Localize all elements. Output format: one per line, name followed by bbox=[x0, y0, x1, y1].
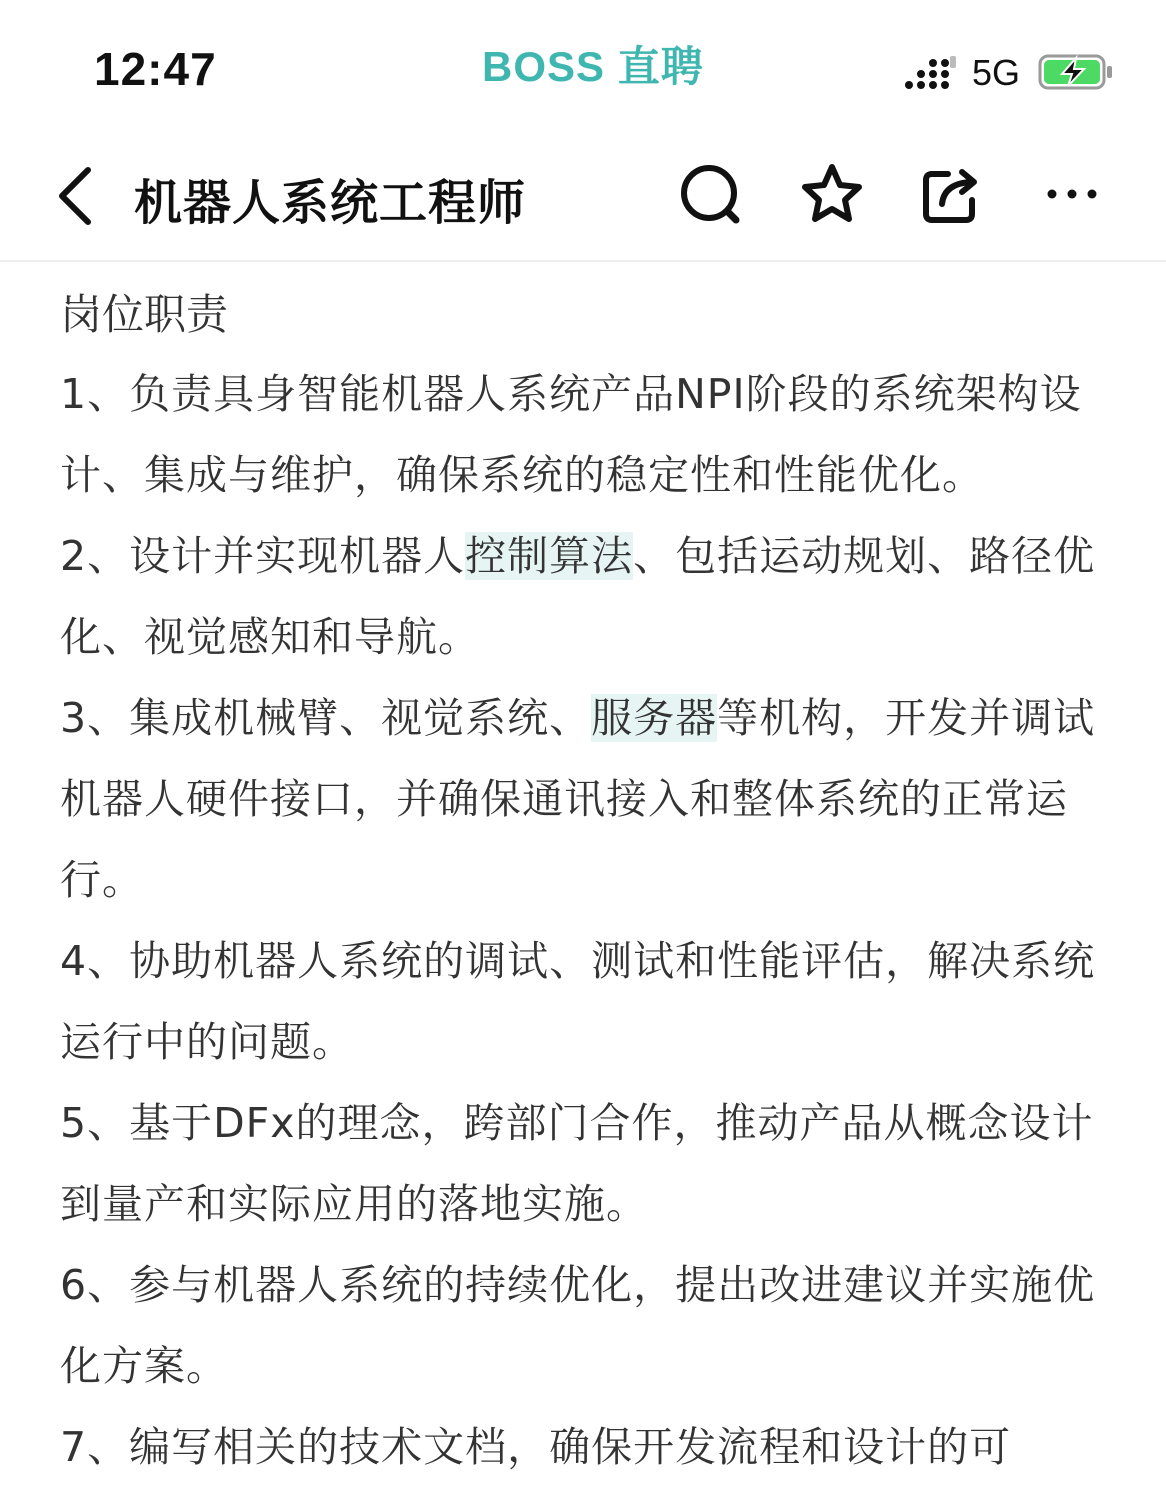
more-icon[interactable] bbox=[1040, 162, 1104, 226]
duty-text: 3、集成机械臂、视觉系统、 bbox=[60, 694, 592, 742]
duty-text: 等机构，开发并调试机器人硬件接口，并确保通讯接入和整体系统的正常运行。 bbox=[60, 694, 1096, 904]
page-title: 机器人系统工程师 bbox=[134, 175, 527, 231]
search-icon[interactable] bbox=[678, 162, 742, 226]
share-icon[interactable] bbox=[920, 162, 984, 226]
status-bar bbox=[0, 0, 1166, 130]
app-brand-title: BOSS 直聘 bbox=[482, 43, 704, 90]
job-description bbox=[60, 276, 1120, 1488]
section-heading: 岗位职责 bbox=[60, 290, 229, 339]
duty-item-3 bbox=[60, 678, 1120, 921]
duty-item-5: 5、基于DFx的理念，跨部门合作，推动产品从概念设计到量产和实际应用的落地实施。 bbox=[60, 1099, 1094, 1228]
back-icon[interactable] bbox=[52, 164, 102, 228]
nav-bar bbox=[0, 130, 1166, 262]
duty-item-7: 7、编写相关的技术文档，确保开发流程和设计的可 bbox=[60, 1423, 1012, 1471]
keyword-link[interactable]: 服务器 bbox=[591, 694, 718, 742]
battery-charging-icon bbox=[1038, 52, 1114, 92]
duty-item-2 bbox=[60, 516, 1120, 678]
status-time: 12:47 bbox=[94, 43, 217, 95]
star-icon[interactable] bbox=[800, 162, 864, 226]
signal-icon bbox=[904, 56, 956, 90]
duty-item-4: 4、协助机器人系统的调试、测试和性能评估，解决系统运行中的问题。 bbox=[60, 937, 1096, 1066]
keyword-link[interactable]: 控制算法 bbox=[465, 532, 634, 580]
duty-item-6: 6、参与机器人系统的持续优化，提出改进建议并实施优化方案。 bbox=[60, 1261, 1096, 1390]
duty-text: 2、设计并实现机器人 bbox=[60, 532, 466, 580]
duty-text: 、包括运动规划、路径优化、视觉感知和导航。 bbox=[60, 532, 1096, 661]
duty-item-1: 1、负责具身智能机器人系统产品NPI阶段的系统架构设计、集成与维护，确保系统的稳定性和性能优化。 bbox=[60, 370, 1082, 499]
network-type: 5G bbox=[972, 52, 1021, 93]
